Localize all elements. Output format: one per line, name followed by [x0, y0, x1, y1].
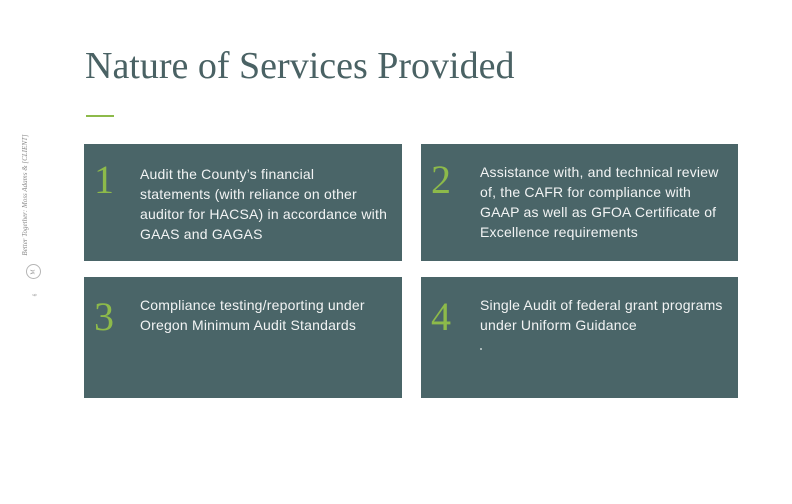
page-number: 6 — [32, 293, 39, 297]
service-text-3: Compliance testing/reporting under Oregon Minimum Audit Standards — [140, 297, 365, 333]
brand-logo-mark: M — [30, 268, 37, 275]
bullet-dot — [480, 348, 482, 350]
title-accent-divider — [86, 115, 114, 117]
service-text-2: Assistance with, and technical review of, the CAFR for compliance with GAAP as well as GFOA Certificate of Excellence requirements — [480, 164, 719, 240]
service-card-2 — [421, 144, 738, 261]
service-card-1 — [84, 144, 402, 261]
sidebar-vertical-text: Better Together: Moss Adams & [CLIENT] — [21, 134, 29, 256]
service-card-3 — [84, 277, 402, 398]
brand-logo-icon — [26, 264, 41, 279]
service-number-4: 4 — [431, 294, 451, 339]
service-number-1: 1 — [94, 157, 114, 202]
service-text-4: Single Audit of federal grant programs under Uniform Guidance — [480, 297, 723, 333]
service-text-1: Audit the County’s financial statements (with reliance on other auditor for HACSA) in accordance with GAAS and GAGAS — [140, 166, 388, 242]
slide-title: Nature of Services Provided — [85, 45, 515, 87]
service-card-4 — [421, 277, 738, 398]
service-number-2: 2 — [431, 157, 451, 202]
service-number-3: 3 — [94, 294, 114, 339]
